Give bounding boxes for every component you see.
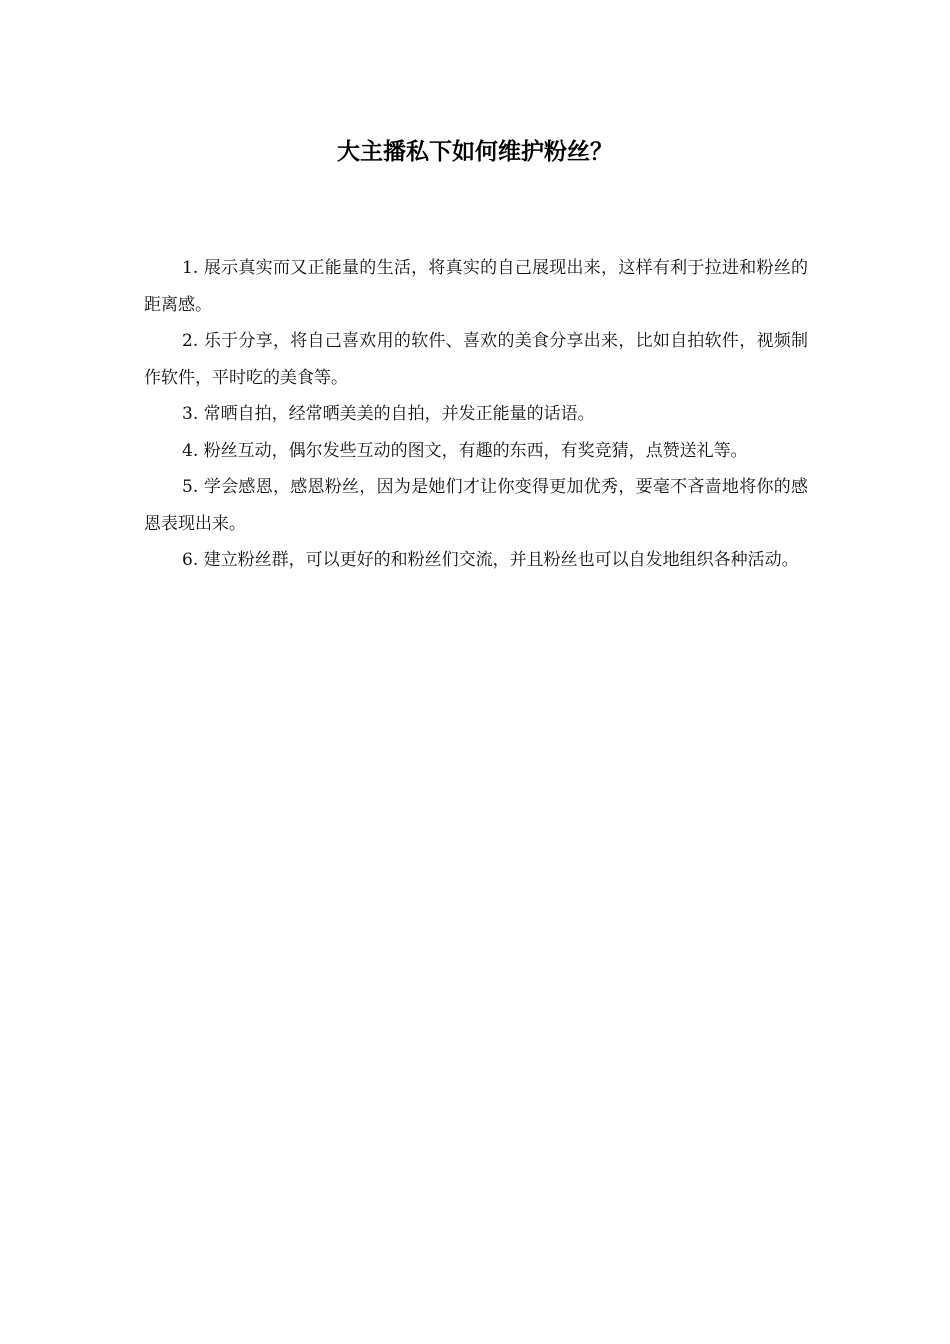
list-item-3: 3. 常晒自拍，经常晒美美的自拍，并发正能量的话语。 bbox=[182, 404, 595, 424]
list-item-6: 6. 建立粉丝群，可以更好的和粉丝们交流，并且粉丝也可以自发地组织各种活动。 bbox=[182, 550, 799, 570]
list-item-1: 1. 展示真实而又正能量的生活，将真实的自己展现出来，这样有利于拉进和粉丝的距离感。 bbox=[144, 258, 808, 315]
page-title: 大主播私下如何维护粉丝？ bbox=[337, 139, 613, 165]
list-item-4: 4. 粉丝互动，偶尔发些互动的图文，有趣的东西，有奖竞猜，点赞送礼等。 bbox=[182, 440, 748, 461]
list-item-5: 5. 学会感恩，感恩粉丝，因为是她们才让你变得更加优秀，要毫不吝啬地将你的感恩表现出来。 bbox=[144, 477, 808, 534]
list-item-2: 2. 乐于分享，将自己喜欢用的软件、喜欢的美食分享出来，比如自拍软件，视频制作软件，平时吃的美食等。 bbox=[144, 331, 808, 388]
tips-list bbox=[144, 250, 808, 579]
